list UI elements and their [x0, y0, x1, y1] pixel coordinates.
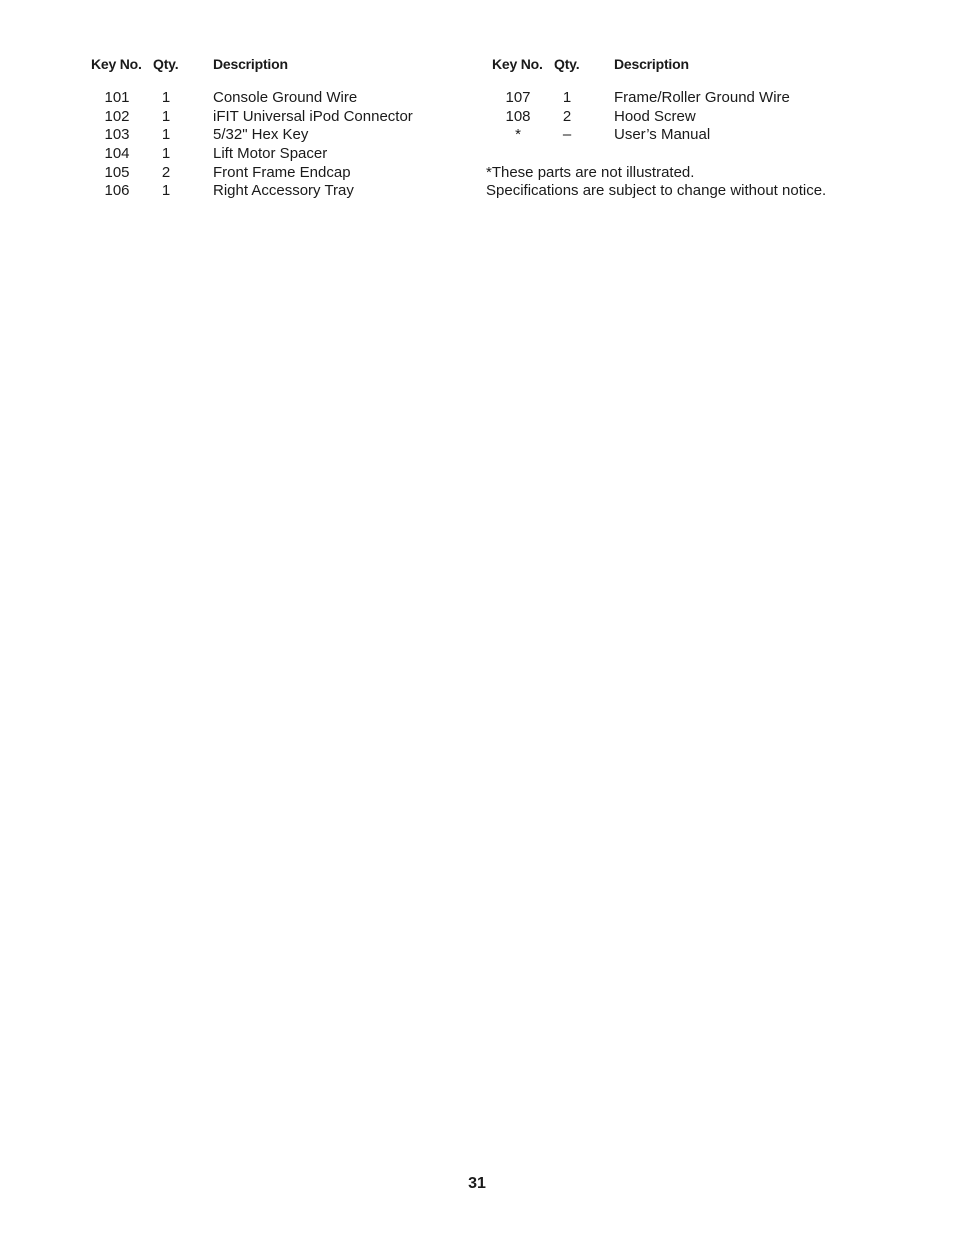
left-header-description: Description [213, 56, 288, 72]
quantity: 1 [161, 108, 171, 125]
key-number: 102 [104, 108, 130, 125]
part-description: Frame/Roller Ground Wire [614, 89, 790, 106]
part-description: Console Ground Wire [213, 89, 358, 106]
part-description: 5/32" Hex Key [213, 126, 309, 143]
key-number: 105 [104, 164, 130, 181]
specifications-note: Specifications are subject to change without notice. [486, 182, 827, 199]
right-header-description: Description [614, 56, 689, 72]
quantity: 1 [562, 89, 572, 106]
key-number: 106 [104, 182, 130, 199]
part-description: Right Accessory Tray [213, 182, 354, 199]
quantity: 1 [161, 89, 171, 106]
quantity: 1 [161, 182, 171, 199]
key-number: * [515, 126, 521, 143]
part-description: Front Frame Endcap [213, 164, 351, 181]
not-illustrated-note: *These parts are not illustrated. [486, 164, 695, 181]
quantity: 1 [161, 126, 171, 143]
page-number: 31 [468, 1175, 486, 1192]
part-description: Lift Motor Spacer [213, 145, 328, 162]
part-description: Hood Screw [614, 108, 696, 125]
part-description: iFIT Universal iPod Connector [213, 108, 413, 125]
quantity: 1 [161, 145, 171, 162]
key-number: 107 [505, 89, 531, 106]
key-number: 101 [104, 89, 130, 106]
key-number: 103 [104, 126, 130, 143]
quantity: 2 [161, 164, 171, 181]
right-header-qty: Qty. [554, 56, 580, 72]
right-header-key-no: Key No. [492, 56, 543, 72]
left-header-key-no: Key No. [91, 56, 142, 72]
left-header-qty: Qty. [153, 56, 179, 72]
quantity: – [562, 126, 572, 143]
key-number: 108 [505, 108, 531, 125]
quantity: 2 [562, 108, 572, 125]
key-number: 104 [104, 145, 130, 162]
part-description: User’s Manual [614, 126, 711, 143]
